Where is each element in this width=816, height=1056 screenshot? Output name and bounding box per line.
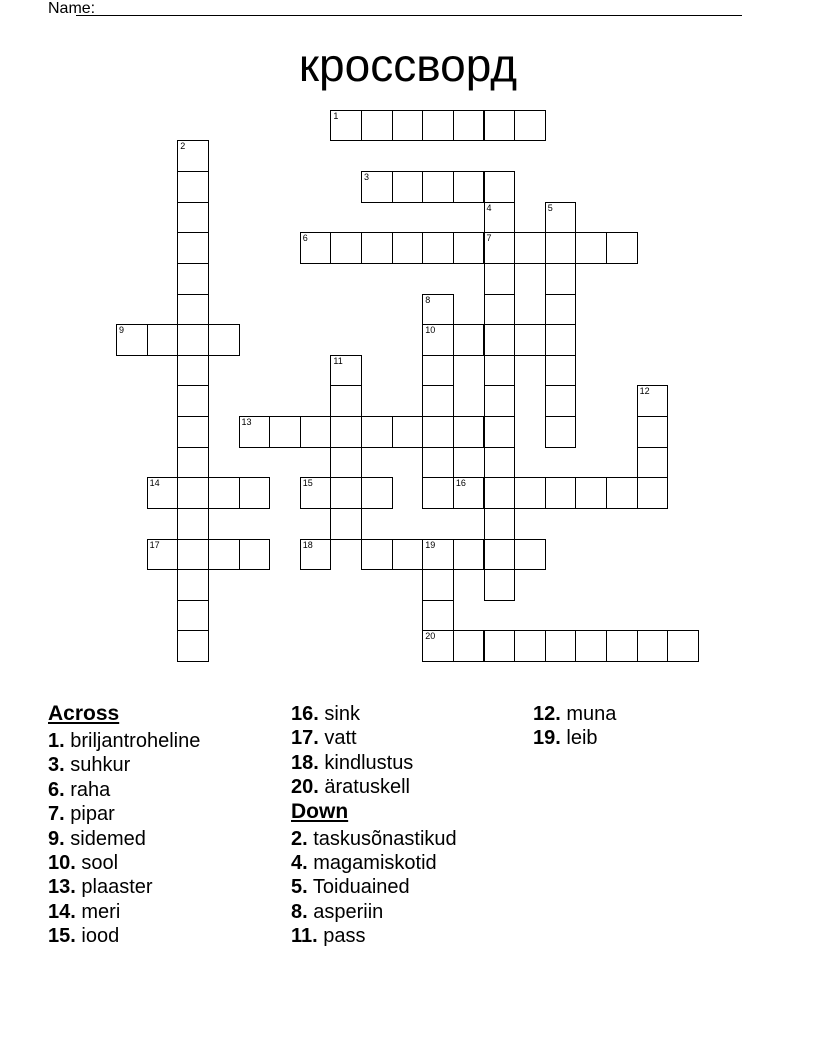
grid-cell[interactable]	[453, 477, 485, 509]
grid-cell[interactable]	[514, 324, 546, 356]
grid-cell[interactable]	[177, 477, 209, 509]
grid-cell[interactable]	[361, 110, 393, 142]
grid-cell[interactable]	[514, 232, 546, 264]
grid-cell[interactable]	[177, 202, 209, 234]
grid-cell[interactable]	[208, 477, 240, 509]
grid-cell[interactable]	[177, 600, 209, 632]
grid-cell[interactable]	[177, 447, 209, 479]
grid-cell[interactable]	[361, 232, 393, 264]
grid-cell[interactable]	[453, 539, 485, 571]
grid-cell[interactable]	[484, 539, 516, 571]
grid-cell[interactable]	[484, 385, 516, 417]
grid-cell[interactable]	[422, 110, 454, 142]
grid-cell[interactable]	[422, 324, 454, 356]
grid-cell[interactable]	[545, 355, 577, 387]
grid-cell[interactable]	[300, 416, 332, 448]
grid-cell[interactable]	[637, 477, 669, 509]
clue-across-17: 17. vatt	[291, 727, 357, 750]
grid-cell[interactable]	[177, 508, 209, 540]
clue-across-6: 6. raha	[48, 778, 111, 801]
clue-across-13: 13. plaaster	[48, 876, 153, 899]
clue-across-16: 16. sink	[291, 703, 360, 725]
grid-cell[interactable]	[545, 202, 577, 234]
grid-cell[interactable]	[330, 477, 362, 509]
clue-number-label: 20	[425, 631, 436, 642]
grid-cell[interactable]	[453, 630, 485, 662]
clue-number-label: 7	[486, 233, 492, 244]
grid-cell[interactable]	[422, 630, 454, 662]
clue-across-15: 15. iood	[48, 925, 120, 948]
clue-across-18: 18. kindlustus	[291, 751, 414, 774]
grid-cell[interactable]	[147, 539, 179, 571]
grid-cell[interactable]	[177, 630, 209, 662]
clue-across-3: 3. suhkur	[48, 754, 131, 777]
grid-cell[interactable]	[545, 630, 577, 662]
grid-cell[interactable]	[545, 263, 577, 295]
grid-cell[interactable]	[484, 294, 516, 326]
clue-number-label: 12	[639, 386, 650, 397]
clue-across-7: 7. pipar	[48, 803, 115, 826]
grid-cell[interactable]	[177, 294, 209, 326]
clue-down-11: 11. pass	[291, 925, 366, 948]
clue-number-label: 14	[149, 478, 160, 489]
grid-cell[interactable]	[484, 508, 516, 540]
grid-cell[interactable]	[484, 416, 516, 448]
grid-cell[interactable]	[484, 355, 516, 387]
grid-cell[interactable]	[637, 416, 669, 448]
grid-cell[interactable]	[116, 324, 148, 356]
grid-cell[interactable]	[514, 110, 546, 142]
grid-cell[interactable]	[514, 477, 546, 509]
grid-cell[interactable]	[422, 294, 454, 326]
across-heading: Across	[48, 702, 120, 725]
clue-number-label: 17	[149, 539, 160, 550]
grid-cell[interactable]	[422, 385, 454, 417]
grid-cell[interactable]	[606, 477, 638, 509]
grid-cell[interactable]	[422, 600, 454, 632]
grid-cell[interactable]	[453, 324, 485, 356]
clue-number-label: 1	[333, 110, 339, 121]
clue-number-label: 2	[180, 141, 186, 152]
grid-cell[interactable]	[575, 232, 607, 264]
grid-cell[interactable]	[422, 477, 454, 509]
grid-cell[interactable]	[484, 477, 516, 509]
clue-across-1: 1. briljantroheline	[48, 730, 201, 752]
grid-cell[interactable]	[330, 447, 362, 479]
clue-across-20: 20. äratuskell	[291, 776, 410, 799]
clue-column-3	[533, 702, 616, 751]
grid-cell[interactable]	[484, 324, 516, 356]
clue-down-5: 5. Toiduained	[291, 876, 410, 899]
grid-cell[interactable]	[484, 263, 516, 295]
grid-cell[interactable]	[545, 232, 577, 264]
grid-cell[interactable]	[484, 202, 516, 234]
down-heading: Down	[291, 799, 349, 823]
name-field-label: Name:	[48, 0, 96, 17]
grid-cell[interactable]	[484, 232, 516, 264]
clue-across-10: 10. sool	[48, 852, 119, 875]
grid-cell[interactable]	[177, 385, 209, 417]
grid-cell[interactable]	[177, 416, 209, 448]
grid-cell[interactable]	[330, 508, 362, 540]
grid-cell[interactable]	[239, 539, 271, 571]
clue-number-label: 18	[302, 539, 313, 550]
grid-cell[interactable]	[208, 539, 240, 571]
grid-cell[interactable]	[514, 539, 546, 571]
grid-cell[interactable]	[361, 477, 393, 509]
grid-cell[interactable]	[208, 324, 240, 356]
clue-column-2	[291, 702, 457, 949]
grid-cell[interactable]	[147, 477, 179, 509]
grid-cell[interactable]	[422, 171, 454, 203]
grid-cell[interactable]	[453, 416, 485, 448]
grid-cell[interactable]	[361, 539, 393, 571]
grid-cell[interactable]	[239, 477, 271, 509]
clue-down-4: 4. magamiskotid	[291, 852, 437, 875]
clue-number-label: 10	[425, 325, 436, 336]
clue-number-label: 6	[302, 233, 308, 244]
grid-cell[interactable]	[330, 232, 362, 264]
grid-cell[interactable]	[392, 232, 424, 264]
grid-cell[interactable]	[484, 171, 516, 203]
clue-number-label: 4	[486, 202, 492, 213]
grid-cell[interactable]	[239, 416, 271, 448]
grid-cell[interactable]	[177, 263, 209, 295]
clue-number-label: 13	[241, 417, 252, 428]
grid-cell[interactable]	[392, 171, 424, 203]
grid-cell[interactable]	[361, 416, 393, 448]
grid-cell[interactable]	[269, 416, 301, 448]
clue-number-label: 3	[364, 172, 370, 183]
clue-down-8: 8. asperiin	[291, 900, 384, 923]
grid-cell[interactable]	[484, 110, 516, 142]
grid-cell[interactable]	[177, 232, 209, 264]
grid-cell[interactable]	[484, 569, 516, 601]
grid-cell[interactable]	[330, 385, 362, 417]
grid-cell[interactable]	[453, 232, 485, 264]
clue-number-label: 11	[333, 355, 343, 366]
grid-cell[interactable]	[147, 324, 179, 356]
grid-cell[interactable]	[453, 171, 485, 203]
clue-down-19: 19. leib	[533, 727, 598, 750]
clue-number-label: 19	[425, 539, 436, 550]
grid-cell[interactable]	[330, 355, 362, 387]
grid-cell[interactable]	[606, 232, 638, 264]
grid-cell[interactable]	[330, 416, 362, 448]
grid-cell[interactable]	[177, 171, 209, 203]
grid-cell[interactable]	[392, 110, 424, 142]
grid-cell[interactable]	[392, 416, 424, 448]
clue-number-label: 15	[302, 478, 313, 489]
grid-cell[interactable]	[545, 477, 577, 509]
clue-number-label: 8	[425, 294, 431, 305]
grid-cell[interactable]	[637, 630, 669, 662]
grid-cell[interactable]	[300, 477, 332, 509]
clue-number-label: 9	[119, 325, 125, 336]
grid-cell[interactable]	[575, 477, 607, 509]
clue-across-9: 9. sidemed	[48, 827, 146, 850]
grid-cell[interactable]	[361, 171, 393, 203]
grid-cell[interactable]	[545, 385, 577, 417]
grid-cell[interactable]	[514, 630, 546, 662]
grid-cell[interactable]	[545, 324, 577, 356]
grid-cell[interactable]	[606, 630, 638, 662]
grid-cell[interactable]	[422, 569, 454, 601]
grid-cell[interactable]	[453, 110, 485, 142]
grid-cell[interactable]	[330, 110, 362, 142]
grid-cell[interactable]	[575, 630, 607, 662]
grid-cell[interactable]	[177, 569, 209, 601]
puzzle-title: кроссворд	[298, 39, 518, 91]
grid-cell[interactable]	[637, 385, 669, 417]
grid-cell[interactable]	[637, 447, 669, 479]
grid-cell[interactable]	[177, 140, 209, 172]
clue-number-label: 5	[547, 202, 553, 213]
grid-cell[interactable]	[422, 447, 454, 479]
grid-cell[interactable]	[545, 416, 577, 448]
clue-down-12: 12. muna	[533, 703, 617, 725]
clue-across-14: 14. meri	[48, 900, 121, 923]
grid-cell[interactable]	[177, 324, 209, 356]
clue-column-1	[48, 702, 200, 949]
clue-down-2: 2. taskusõnastikud	[291, 827, 457, 850]
grid-cell[interactable]	[422, 355, 454, 387]
grid-cell[interactable]	[484, 447, 516, 479]
grid-cell[interactable]	[422, 232, 454, 264]
grid-cell[interactable]	[484, 630, 516, 662]
grid-cell[interactable]	[300, 232, 332, 264]
grid-cell[interactable]	[422, 539, 454, 571]
grid-cell[interactable]	[300, 539, 332, 571]
clue-number-label: 16	[455, 478, 466, 489]
grid-cell[interactable]	[392, 539, 424, 571]
grid-cell[interactable]	[545, 294, 577, 326]
grid-cell[interactable]	[177, 539, 209, 571]
grid-cell[interactable]	[422, 416, 454, 448]
grid-cell[interactable]	[177, 355, 209, 387]
grid-cell[interactable]	[667, 630, 699, 662]
